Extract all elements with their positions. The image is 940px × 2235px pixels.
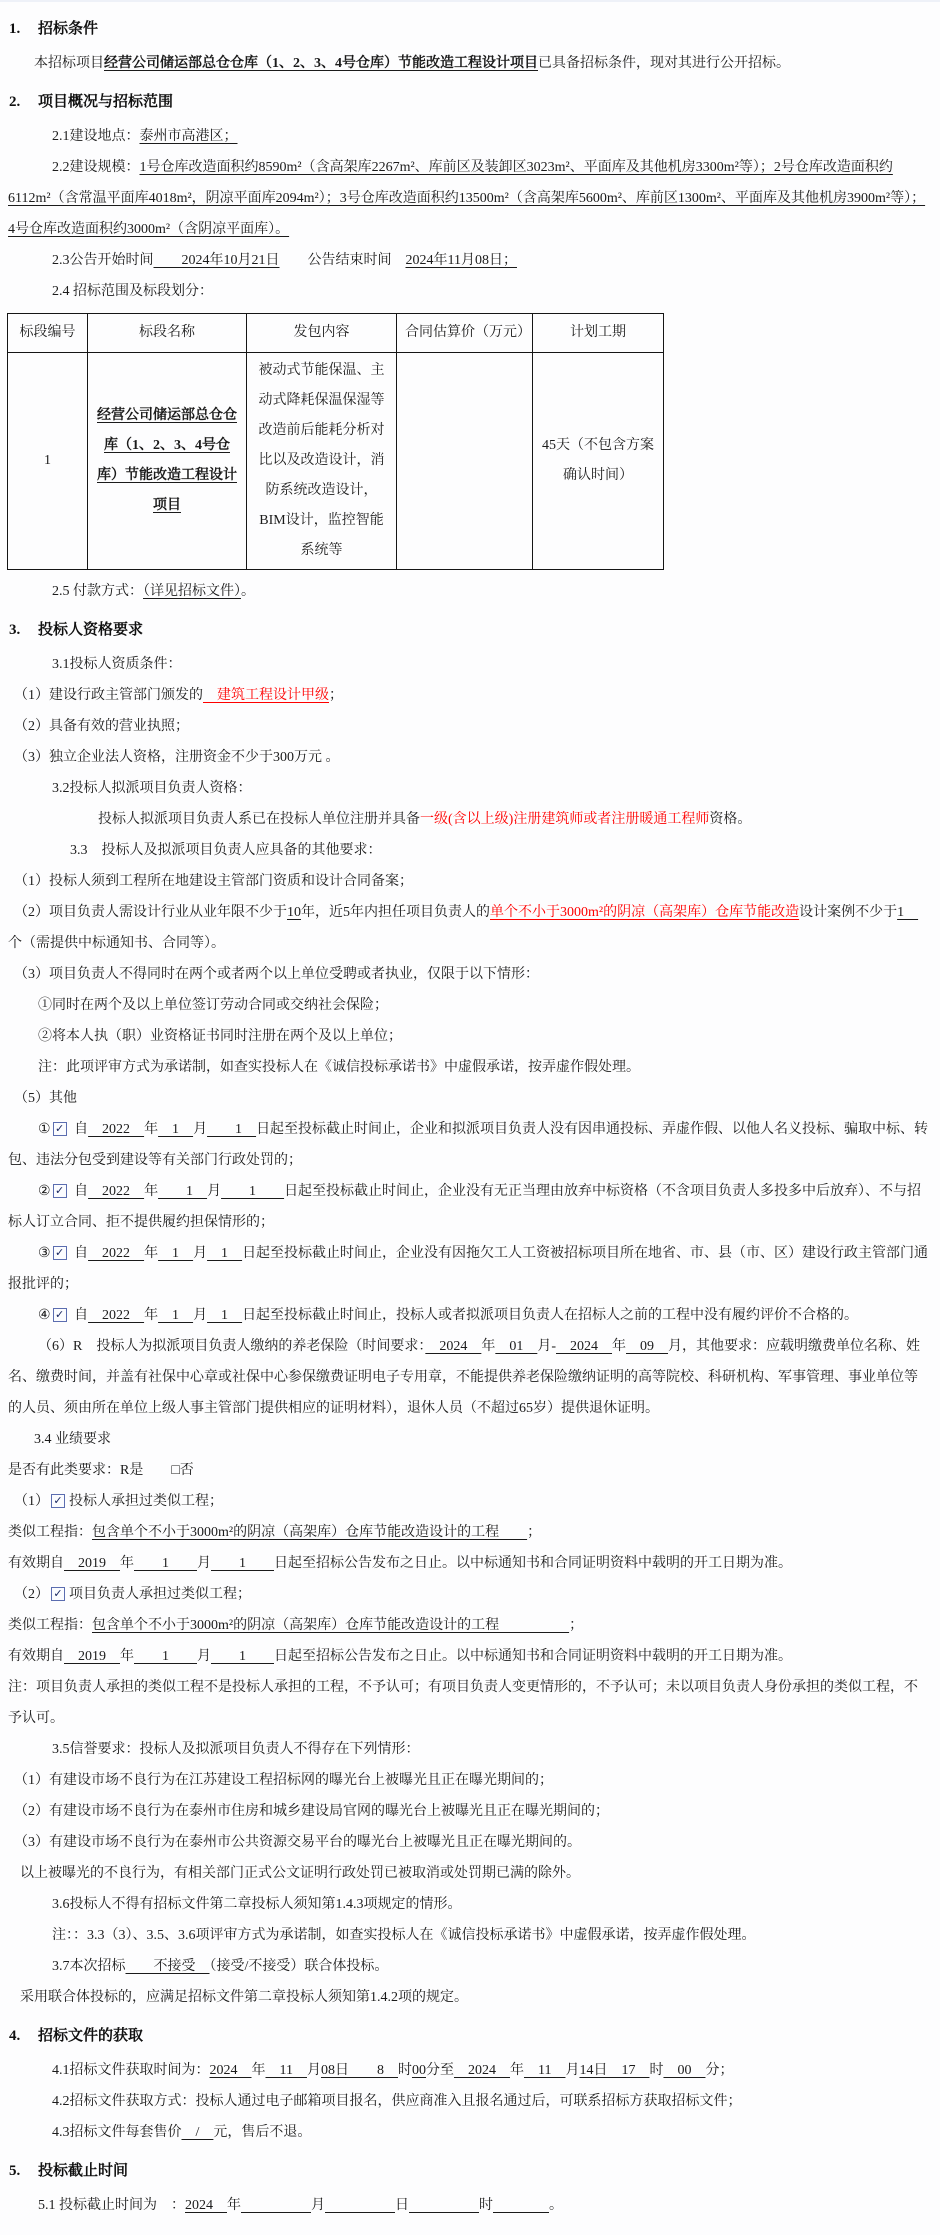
text-segment: 45天（不包含方案确认时间） [542,438,654,483]
table-column-header: 发包内容 [247,314,397,353]
text-segment: 年，近5年内担任项目负责人的 [301,905,490,920]
paragraph [4,990,934,1021]
text-segment: 08日 8 [320,2063,398,2078]
text-segment: 公告结束时间 [279,253,406,268]
text-segment: 4.1招标文件获取时间为： [52,2063,210,2078]
paragraph [4,1579,934,1610]
text-segment: 资格。 [709,812,752,827]
paragraph [4,1672,934,1734]
paragraph [4,1982,934,2013]
section-title: 招标文件的获取 [38,2028,144,2044]
paragraph [4,1052,934,1083]
text-segment: （1）建设行政主管部门颁发的 [14,688,203,703]
text-segment: 2024 [185,2198,227,2213]
text-segment: 2.5 付款方式： [52,584,143,599]
text-segment: 年 [509,2063,524,2078]
table-cell [247,353,397,570]
text-segment: 日起至招标公告发布之日止。以中标通知书和合同证明资料中载明的开工日期为准。 [274,1649,792,1664]
text-segment: 月 [197,1649,211,1664]
text-segment: 日起至投标截止时间止，企业没有因拖欠工人工资被招标项目所在地省、市、县（市、区）建设行政主管部门通报批评的； [8,1246,929,1292]
text-segment: 1 [44,453,51,468]
section-number: 2. [9,94,21,110]
text-segment: 2022 [88,1246,145,1261]
text-segment [241,2198,311,2213]
paragraph [4,804,934,835]
checked-checkbox-icon: ✓ [53,1122,67,1136]
text-segment: 。 [241,584,255,599]
text-segment: ① [38,1122,51,1137]
text-segment: （3）独立企业法人资格，注册资金不少于300万元 。 [14,750,340,765]
section-title: 项目概况与招标范围 [38,94,174,110]
paragraph [4,959,934,990]
text-segment: 元，售后不退。 [213,2125,312,2140]
text-segment: 1号仓库改造面积约8590m²（含高架库2267m²、库前区及装卸区3023m²、平面库及其他机房3300m²等）；2号仓库改造面积约6112m²（含常温平面库4018m²，阴凉平面库2094m²）；3号仓库改造面积约13500m²（含高架库5600m²、库前区1300m²、平面库及其他机房3900m²等）；4号仓库改造面积约3000m²（含阴凉平面库）。 [8,160,926,237]
text-segment: 3.1投标人资质条件： [52,657,182,672]
text-segment: （2）有建设市场不良行为在泰州市住房和城乡建设局官网的曝光台上被曝光且正在曝光期间的； [14,1804,609,1819]
text-segment: 2022 [88,1184,145,1199]
text-segment: 3.4 业绩要求 [34,1432,111,1447]
text-segment: 年 [227,2198,241,2213]
paragraph [4,866,934,897]
text-segment: 14日 17 [579,2063,650,2078]
text-segment: ② [38,1184,51,1199]
text-segment: 4.3招标文件每套售价 [52,2125,182,2140]
text-segment: 3.2投标人拟派项目负责人资格： [52,781,252,796]
text-segment: 年 [144,1184,159,1199]
text-segment: 2024 [556,1339,613,1354]
section-heading [4,2020,934,2052]
text-segment: 类似工程指： [8,1618,92,1633]
paragraph [4,1548,934,1579]
table-cell [88,353,247,570]
text-segment: 自 [70,1184,89,1199]
text-segment: 09 [626,1339,669,1354]
text-segment: 4.2招标文件获取方式：投标人通过电子邮箱项目报名，供应商准入且报名通过后，可联系招标方获取招标文件； [52,2094,742,2109]
table-cell [8,353,88,570]
text-segment [409,2198,479,2213]
text-segment: ； [527,1525,542,1540]
text-segment: 1 [207,1308,243,1323]
text-segment [325,2198,395,2213]
text-segment: 1 [211,1649,274,1664]
text-segment: 注：此项评审方式为承诺制，如查实投标人在《诚信投标承诺书》中虚假承诺，按弄虚作假处理。 [38,1060,640,1075]
text-segment: 2.2建设规模： [52,160,140,175]
paragraph [4,1610,934,1641]
text-segment: 1 [221,1184,285,1199]
text-segment: 有效期自 [8,1649,64,1664]
text-segment: 日起至投标截止时间止，投标人或者拟派项目负责人在招标人之前的工程中没有履约评价不合格的。 [242,1308,859,1323]
text-segment: 月 [311,2198,325,2213]
paragraph [4,1083,934,1114]
paragraph [4,711,934,742]
text-segment: 2024 [425,1339,482,1354]
section-number: 5. [9,2163,21,2179]
paragraph [4,1734,934,1765]
paragraph [4,2055,934,2086]
text-segment: 11 [523,2063,566,2078]
text-segment: 2022 [88,1122,145,1137]
text-segment: 投标人拟派项目负责人系已在投标人单位注册并具备 [98,812,420,827]
paragraph [4,276,934,307]
text-segment: 2022 [88,1308,145,1323]
text-segment: 年 [120,1556,134,1571]
text-segment: 时 [649,2063,664,2078]
text-segment: （详见招标文件） [143,584,241,599]
text-segment: 分至 [425,2063,454,2078]
text-segment: 本招标项目 [34,56,104,71]
section-title: 招标条件 [38,21,99,37]
section-heading [4,614,934,646]
text-segment: 3.6投标人不得有招标文件第二章投标人须知第1.4.3项规定的情形。 [52,1897,462,1912]
text-segment: 2.1建设地点： [52,129,140,144]
text-segment: 3.3 投标人及拟派项目负责人应具备的其他要求： [70,843,382,858]
text-segment: 1 [158,1122,194,1137]
text-segment: 个（需提供中标通知书、合同等）。 [8,936,225,951]
paragraph [4,1858,934,1889]
text-segment: 投标人承担过类似工程； [69,1494,223,1509]
text-segment: 2024年11月08日； [405,253,517,268]
paragraph [4,1331,934,1424]
section-number: 1. [9,21,21,37]
text-segment: 月 [207,1184,222,1199]
text-segment: 月 [193,1122,208,1137]
text-segment: （6）R 投标人为拟派项目负责人缴纳的养老保险（时间要求： [38,1339,426,1354]
text-segment: 月 [193,1308,208,1323]
text-segment: 2.4 招标范围及标段划分： [52,284,213,299]
text-segment: 2024 [453,2063,510,2078]
text-segment: 月 [565,2063,580,2078]
checked-checkbox-icon: ✓ [51,1587,65,1601]
text-segment: 年 [120,1649,134,1664]
paragraph [4,1951,934,1982]
text-segment: 11 [265,2063,307,2078]
text-segment: 1 [158,1246,194,1261]
text-segment: ④ [38,1308,51,1323]
text-segment: 3.5信誉要求：投标人及拟派项目负责人不得存在下列情形： [52,1742,420,1757]
paragraph [4,680,934,711]
text-segment: 包含单个不小于3000m²的阴凉（高架库）仓库节能改造设计的工程 [92,1525,528,1540]
paragraph [4,152,934,245]
text-segment: 经营公司储运部总仓仓库（1、2、3、4号仓库）节能改造工程设计项目 [104,56,538,71]
text-segment: 1 [134,1556,197,1571]
text-segment: 1 [158,1184,208,1199]
section-title: 投标截止时间 [38,2163,129,2179]
text-segment: 采用联合体投标的，应满足招标文件第二章投标人须知第1.4.2项的规定。 [20,1990,468,2005]
text-segment: （1）投标人须到工程所在地建设主管部门资质和设计合同备案； [14,874,413,889]
text-segment: 3.7本次招标 [52,1959,126,1974]
paragraph [4,835,934,866]
text-segment: ③ [38,1246,51,1261]
text-segment: （2）具备有效的营业执照； [14,719,189,734]
paragraph [4,576,934,607]
paragraph [4,1114,934,1176]
paragraph [4,1827,934,1858]
text-segment: 自 [70,1246,89,1261]
checked-checkbox-icon: ✓ [53,1246,67,1260]
text-segment: 已具备招标条件，现对其进行公开招标。 [538,56,790,71]
text-segment: ； [569,1618,584,1633]
text-segment: 不接受 [125,1959,210,1974]
table-column-header: 标段名称 [88,314,247,353]
text-segment: 自 [70,1122,89,1137]
paragraph [4,1300,934,1331]
paragraph [4,649,934,680]
checked-checkbox-icon: ✓ [53,1184,67,1198]
table-column-header: 合同估算价（万元） [397,314,533,353]
text-segment: 。 [549,2198,563,2213]
paragraph [4,48,934,79]
section-title: 投标人资格要求 [38,622,144,638]
text-segment: （接受/不接受）联合体投标。 [209,1959,389,1974]
text-segment: 被动式节能保温、主动式降耗保温保湿等改造前后能耗分析对比以及改造设计，消防系统改造设计，BIM设计，监控智能系统等 [258,363,385,558]
table-cell [397,353,533,570]
text-segment: 1 [134,1649,197,1664]
text-segment: 月 [193,1246,208,1261]
paragraph [4,1238,934,1300]
text-segment: 2024年10月21日 [153,253,280,268]
section-number: 3. [9,622,21,638]
text-segment: （1）有建设市场不良行为在江苏建设工程招标网的曝光台上被曝光且正在曝光期间的； [14,1773,553,1788]
text-segment: 单个不小于3000m²的阴凉（高架库）仓库节能改造 [490,905,800,920]
table-column-header: 标段编号 [8,314,88,353]
text-segment: 注：项目负责人承担的类似工程不是投标人承担的工程，不予认可；有项目负责人变更情形的，不予认可；未以项目负责人身份承担的类似工程，不予认可。 [8,1680,918,1726]
paragraph [4,2190,934,2221]
text-segment: （2） [14,1587,49,1602]
text-segment: （2）项目负责人需设计行业从业年限不少于 [14,905,287,920]
text-segment: 年 [144,1246,159,1261]
paragraph [4,2117,934,2148]
text-segment: 1 [207,1122,257,1137]
text-segment: 注：：3.3（3）、3.5、3.6项评审方式为承诺制，如查实投标人在《诚信投标承诺书》中虚假承诺，按弄虚作假处理。 [52,1928,756,1943]
paragraph [4,773,934,804]
text-segment: 年 [144,1122,159,1137]
text-segment: 日起至投标截止时间止，企业和拟派项目负责人没有因串通投标、弄虚作假、以他人名义投标、骗取中标、转包、违法分包受到建设等有关部门行政处罚的； [8,1122,929,1168]
text-segment: 是否有此类要求：R是 □否 [8,1463,194,1478]
text-segment: 月 [306,2063,321,2078]
text-segment: 分； [705,2063,734,2078]
text-segment: 设计案例不少于 [799,905,898,920]
text-segment: 月- [537,1339,557,1354]
text-segment: （3）有建设市场不良行为在泰州市公共资源交易平台的曝光台上被曝光且正在曝光期间的。 [14,1835,581,1850]
paragraph [4,1641,934,1672]
text-segment: 日 [395,2198,409,2213]
section-number: 4. [9,2028,21,2044]
text-segment: 类似工程指： [8,1525,92,1540]
text-segment: 1 [158,1308,194,1323]
text-segment: 年 [481,1339,496,1354]
text-segment: 以上被曝光的不良行为，有相关部门正式公文证明行政处罚已被取消或处罚期已满的除外。 [20,1866,580,1881]
text-segment: 建筑工程设计甲级 [203,688,329,703]
text-segment: 5.1 投标截止时间为 ： [38,2198,185,2213]
paragraph [4,1455,934,1486]
text-segment: ②将本人执（职）业资格证书同时注册在两个及以上单位； [38,1029,402,1044]
checked-checkbox-icon: ✓ [53,1308,67,1322]
text-segment: / [181,2125,214,2140]
text-segment [493,2198,549,2213]
paragraph [4,1176,934,1238]
section-heading [4,2155,934,2187]
text-segment: 2019 [64,1649,120,1664]
paragraph [4,2086,934,2117]
section-heading [4,86,934,118]
text-segment: 包含单个不小于3000m²的阴凉（高架库）仓库节能改造设计的工程 [92,1618,570,1633]
text-segment: 00 [411,2063,426,2078]
text-segment: 1 [211,1556,274,1571]
paragraph [4,1889,934,1920]
text-segment: 日起至投标截止时间止，企业没有无正当理由放弃中标资格（不含项目负责人多投多中后放弃）、不与招标人订立合同、拒不提供履约担保情形的； [8,1184,922,1230]
table-row [8,353,664,570]
text-segment: （3）项目负责人不得同时在两个或者两个以上单位受聘或者执业，仅限于以下情形： [14,967,539,982]
paragraph [4,1765,934,1796]
text-segment: 01 [495,1339,538,1354]
table-cell [533,353,664,570]
table-column-header: 计划工期 [533,314,664,353]
text-segment: 月 [197,1556,211,1571]
text-segment: ； [329,688,343,703]
text-segment: 2.3公告开始时间 [52,253,154,268]
paragraph [4,1486,934,1517]
text-segment: （5）其他 [14,1091,77,1106]
paragraph [4,121,934,152]
paragraph [4,1796,934,1827]
bid-sections-table [7,313,664,570]
text-segment: 00 [663,2063,706,2078]
text-segment: 自 [70,1308,89,1323]
paragraph [4,1517,934,1548]
text-segment: （1） [14,1494,49,1509]
text-segment: ①同时在两个及以上单位签订劳动合同或交纳社会保险； [38,998,388,1013]
text-segment: 1 [207,1246,243,1261]
paragraph [4,897,934,959]
text-segment: 月，其他要求：应载明缴费单位名称、姓名、缴费时间，并盖有社保中心章或社保中心参保缴费证明电子专用章，不能提供养老保险缴纳证明的高等院校、科研机构、军事管理、事业单位等的人员、须由所在单位上级人事主管部门提供相应的证明材料），退休人员（不超过65岁）提供退休证明。 [8,1339,921,1416]
checked-checkbox-icon: ✓ [51,1494,65,1508]
paragraph [4,245,934,276]
text-segment: 时 [397,2063,412,2078]
text-segment: 2024 [209,2063,252,2078]
text-segment: 10 [287,905,301,920]
paragraph [4,1021,934,1052]
text-segment: 2019 [64,1556,120,1571]
paragraph [4,1920,934,1951]
paragraph [4,1424,934,1455]
text-segment: 一级(含以上级)注册建筑师或者注册暖通工程师 [420,812,710,827]
text-segment: 泰州市高港区； [139,129,238,144]
paragraph [4,742,934,773]
text-segment: 经营公司储运部总仓仓库（1、2、3、4号仓库）节能改造工程设计项目 [97,408,237,513]
section-heading [4,13,934,45]
text-segment: 有效期自 [8,1556,64,1571]
text-segment: 年 [612,1339,627,1354]
text-segment: 年 [144,1308,159,1323]
text-segment: 项目负责人承担过类似工程； [69,1587,251,1602]
text-segment: 年 [251,2063,266,2078]
text-segment: 1 [897,905,919,920]
text-segment: 日起至招标公告发布之日止。以中标通知书和合同证明资料中载明的开工日期为准。 [274,1556,792,1571]
text-segment: 时 [479,2198,493,2213]
